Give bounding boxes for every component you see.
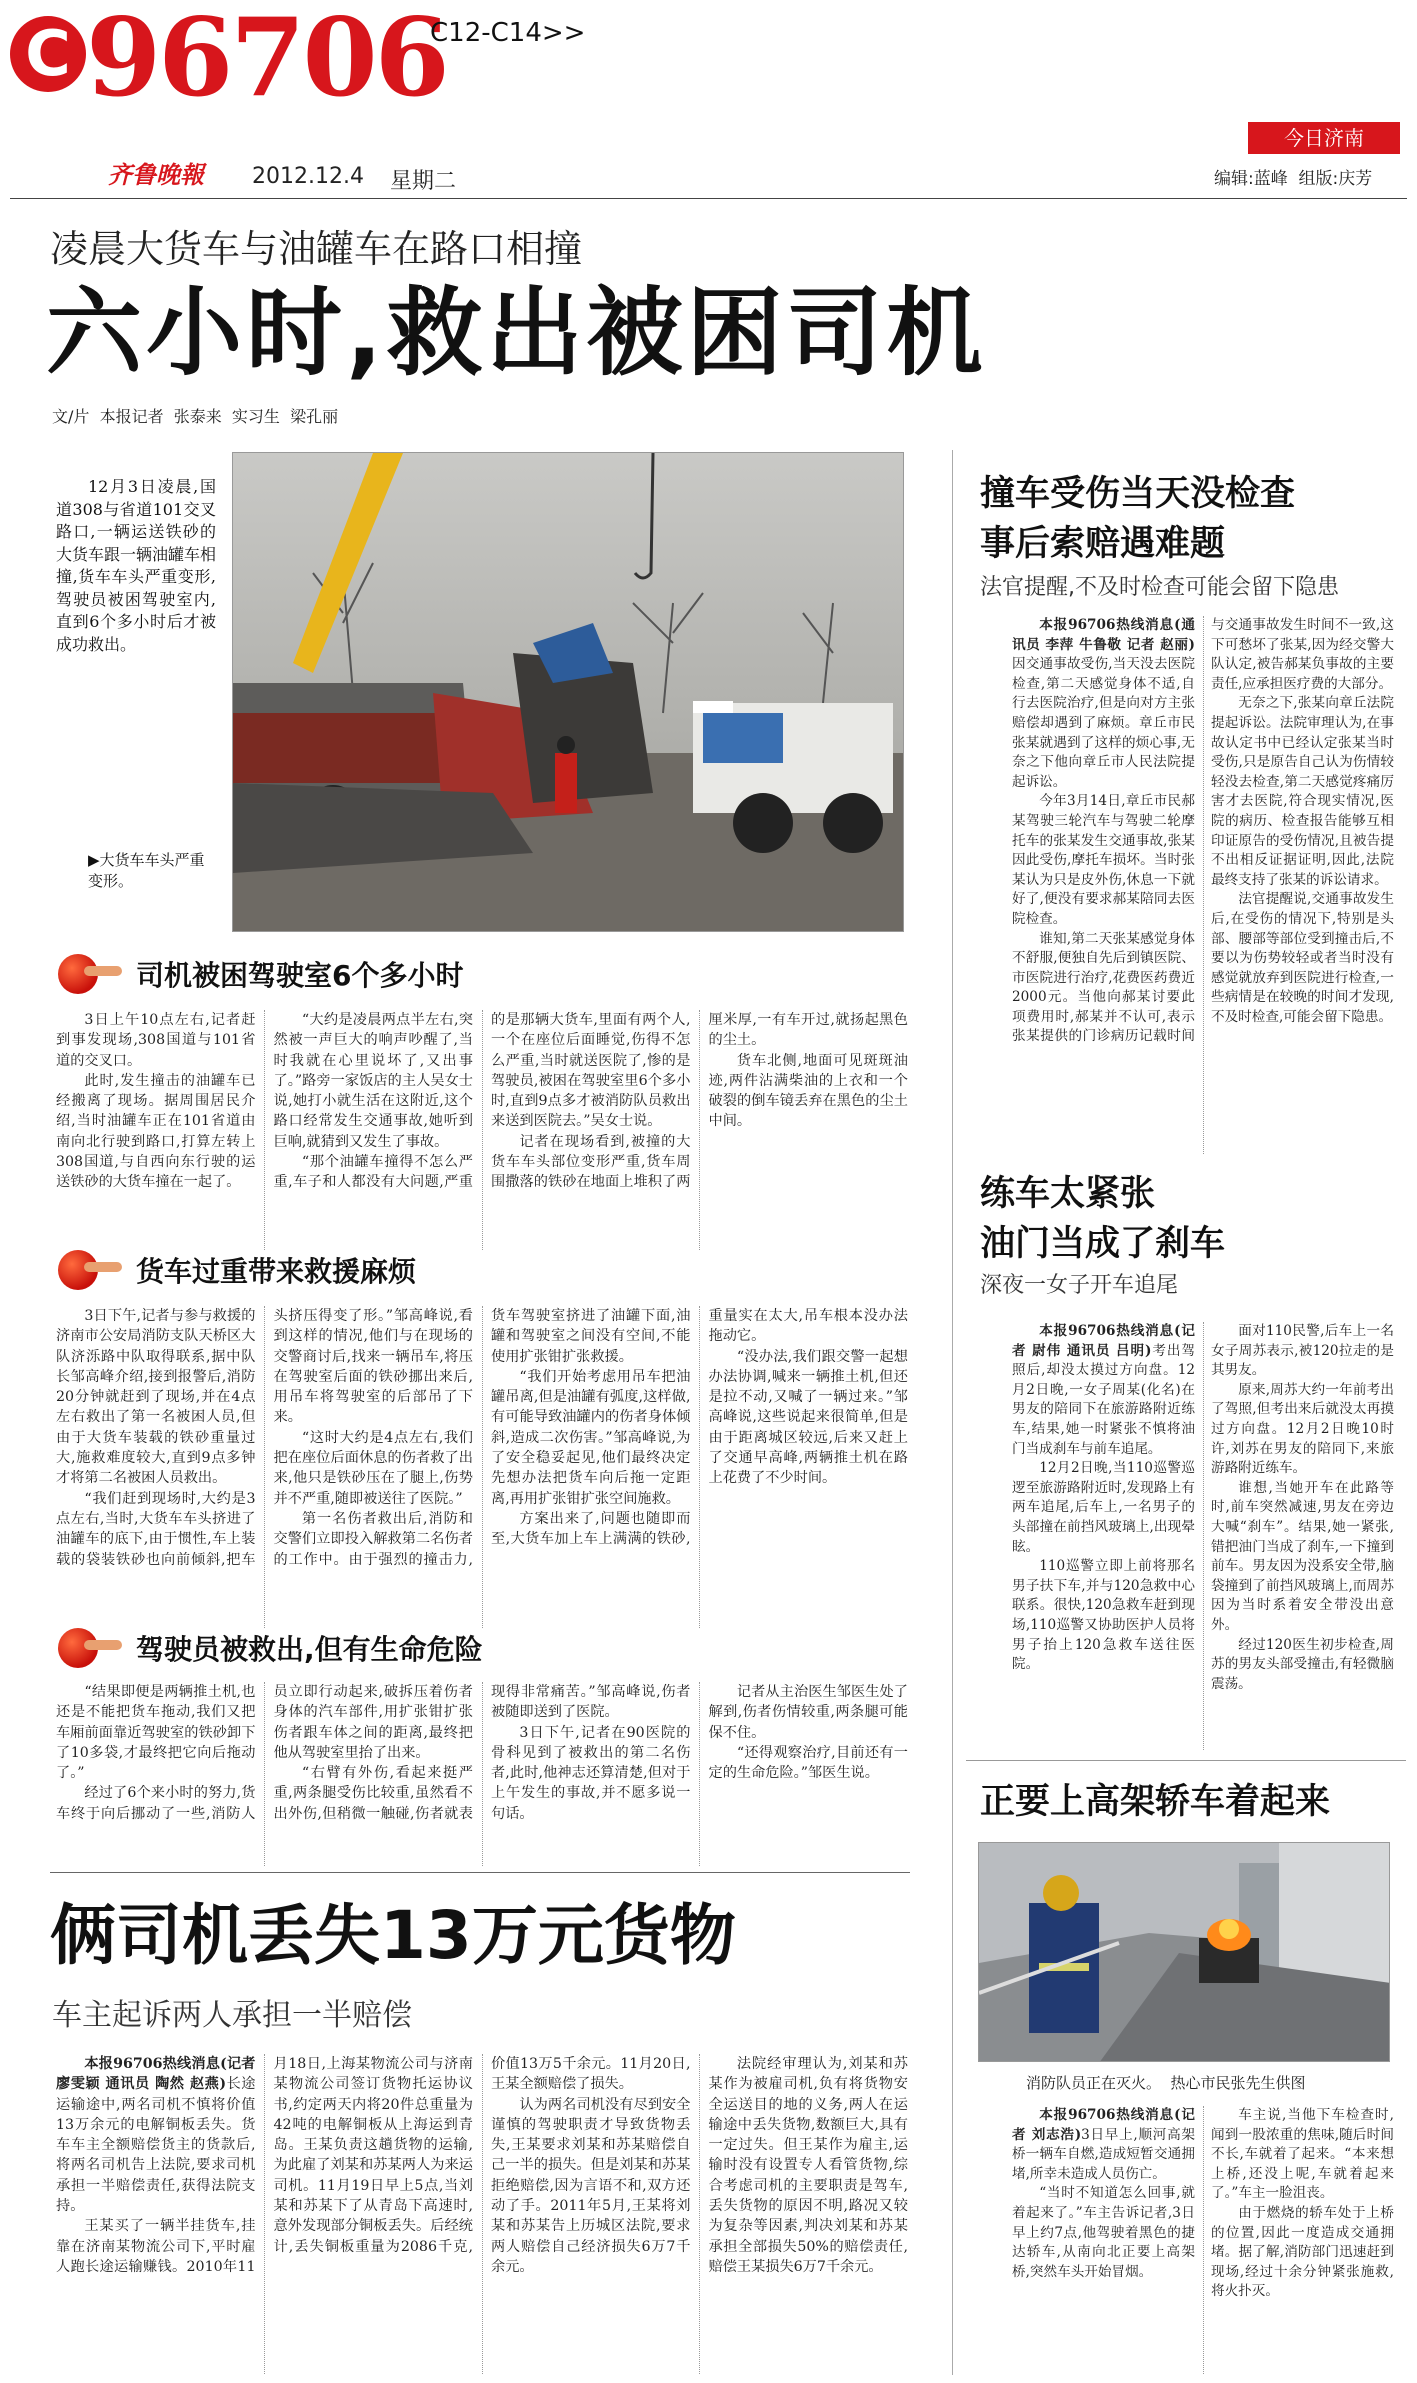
page-reference: C12-C14>> — [430, 18, 586, 48]
right3-body — [1012, 2106, 1394, 2374]
paragraph: 谁知,第二天张某感觉身体不舒服,便独自先后到镇医院、市医院进行治疗,花费医药费近2000元。当他向郝某讨要此项费用时,郝某并不认可,表示张某提供的门诊病历记载时间与交通事故发生时间不一致,这下可愁坏了张某,因为经交警大队认定,被告郝某负事故的主要责任,应承担医疗费的大部分。 — [1012, 617, 1394, 1045]
paragraph: 王某买了一辆半挂货车,挂靠在济南某物流公司下,平时雇人跑长途运输赚钱。2010年11月18日,上海某物流公司与济南某物流公司签订货物托运协议书,约定两天内将20件总重量为42吨的电解铜板从上海运到青岛。王某负责这趟货物的运输,为此雇了刘某和苏某两人为来运司机。11月19日早上5点,当刘某和苏某下了从青岛下高速时,意外发现部分铜板丢失。后经统计,丢失铜板重量为2086千克,价值13万5千余元。11月20日,王某全额赔偿了损失。 — [56, 2056, 691, 2275]
section-2-body — [56, 1306, 908, 1628]
right1-body — [1012, 616, 1394, 1154]
paragraph: “那个油罐车撞得不怎么严重,车子和人都没有大问题,严重的是那辆大货车,里面有两个人,一个在座位后面睡觉,伤得不怎么严重,当时就送医院了,惨的是驾驶员,被困在驾驶室里6个多小时,直到9点多才被消防队员救出来送到医院去。”吴女士说。 — [273, 1012, 691, 1191]
paragraph: 12月2日晚,当110巡警巡逻至旅游路附近时,发现路上有两车追尾,后车上,一名男子的头部撞在前挡风玻璃上,出现晕眩。 — [1012, 1460, 1195, 1555]
second-subhead: 车主起诉两人承担一半赔偿 — [52, 1998, 412, 2033]
editors: 编辑:蓝峰 组版:庆芳 — [1214, 169, 1373, 189]
issue-date: 2012.12.4 — [252, 164, 364, 189]
crash-photo-caption: ▶大货车车头严重变形。 — [88, 851, 205, 890]
paragraph: 3日上午10点左右,记者赶到事发现场,308国道与101省道的交叉口。 — [56, 1012, 256, 1069]
section-title-1-text: 司机被困驾驶室6个多小时 — [136, 959, 464, 992]
paragraph: “当时不知道怎么回事,就着起来了。”车主告诉记者,3日早上约7点,他驾驶着黑色的捷达轿车,从南向北正要上高架桥,突然车头开始冒烟。 — [1012, 2185, 1195, 2280]
logo-number: 96706 — [86, 0, 447, 121]
paragraph: 方案出来了,问题也随即而至,大货车加上车上满满的铁砂,重量实在太大,吊车根本没办法拖动它。 — [491, 1308, 908, 1548]
story-divider — [50, 1872, 910, 1873]
right3-title: 正要上高架轿车着起来 — [980, 1782, 1331, 1822]
section-title-3-text: 驾驶员被救出,但有生命危险 — [136, 1633, 483, 1666]
paragraph: 原来,周苏大约一年前考出了驾照,但考出来后就没太再摸过方向盘。12月2日晚10时许,刘苏在男友的陪同下,来旅游路附近练车。 — [1211, 1381, 1394, 1477]
paragraph: 无奈之下,张某向章丘法院提起诉讼。法院审理认为,在事故认定书中已经认定张某当时受伤,只是原告自己认为伤情较轻没去检查,第二天感觉疼痛厉害才去医院,符合现实情况,医院的病历、检查报告能够互相印证原告的受伤情况,且被告提不出相反证据证明,因此,法院最终支持了张某的诉讼请求。 — [1211, 695, 1394, 888]
right1-title-line1: 撞车受伤当天没检查 — [980, 474, 1296, 514]
paragraph: “大约是凌晨两点半左右,突然被一声巨大的响声吵醒了,当时我就在心里说坏了,又出事了。”路旁一家饭店的主人吴女士说,她打小就生活在这附近,这个路口经常发生交通事故,她听到巨响,就猜到又发生了事故。 — [273, 1012, 473, 1150]
section-tab: 今日济南 — [1248, 122, 1400, 154]
paragraph: 谁想,当她开车在此路等时,前车突然减速,男友在旁边大喊“刹车”。结果,她一紧张,错把油门当成了刹车,一下撞到前车。男友因为没系安全带,脑袋撞到了前挡风玻璃上,而周苏因为当时系着安全带没出意外。 — [1211, 1479, 1394, 1633]
paragraph: 记者在现场看到,被撞的大货车车头部位变形严重,货车周围撒落的铁砂在地面上堆积了两厘米厚,一有车开过,就扬起黑色的尘土。 — [491, 1012, 908, 1191]
logo-circle: C — [10, 16, 86, 92]
paragraph: “结果即便是两辆推土机,也还是不能把货车拖动,我们又把车厢前面靠近驾驶室的铁砂卸下了10多袋,才最终把它向后拖动了。” — [56, 1684, 256, 1782]
crash-photo — [232, 452, 904, 932]
hand-pointer-icon — [54, 952, 124, 996]
paragraph: 今年3月14日,章丘市民郝某驾驶三轮汽车与驾驶二轮摩托车的张某发生交通事故,张某因此受伤,摩托车损坏。当时张某认为只是皮外伤,休息一下就好了,便没有要求郝某陪同去医院检查。 — [1012, 793, 1195, 927]
hand-pointer-icon — [54, 1626, 124, 1670]
paragraph: 3日下午,记者与参与救援的济南市公安局消防支队天桥区大队济泺路中队取得联系,据中队长邹高峰介绍,接到报警后,消防20分钟就赶到了现场,并在4点左右救出了第一名被困人员,但由于大货车装载的铁砂重量过大,施救难度较大,直到9点多钟才将第二名被困人员救出。 — [56, 1308, 256, 1487]
right-divider — [966, 1760, 1406, 1761]
paragraph: 经过了6个来小时的努力,货车终于向后挪动了一些,消防人员立即行动起来,破拆压着伤者身体的汽车部件,用扩张钳扩张伤者跟车体之间的距离,最终把他从驾驶室里抬了出来。 — [56, 1684, 473, 1822]
paragraph: “还得观察治疗,目前还有一定的生命危险。”邹医生说。 — [708, 1744, 908, 1782]
paragraph: “我们开始考虑用吊车把油罐吊离,但是油罐有弧度,这样做,有可能导致油罐内的伤者身体倾斜,造成二次伤害。”邹高峰说,为了安全稳妥起见,他们最终决定先想办法把货车向后拖一定距离,再用扩张钳扩张空间施救。 — [491, 1368, 691, 1507]
section-title-3 — [54, 1626, 483, 1670]
second-body — [56, 2054, 908, 2374]
section-3-body — [56, 1682, 908, 1866]
paragraph: 记者从主治医生邹医生处了解到,伤者伤情较重,两条腿可能保不住。 — [708, 1684, 908, 1741]
section-1-body — [56, 1010, 908, 1250]
paragraph: 此时,发生撞击的油罐车已经搬离了现场。据周围居民介绍,当时油罐车正在101省道由南向北行驶到路口,打算左转上308国道,与自西向东行驶的运送铁砂的大货车撞在一起了。 — [56, 1072, 256, 1191]
paragraph: “这时大约是4点左右,我们把在座位后面休息的伤者救了出来,他只是铁砂压在了腿上,伤势并不严重,随即被送往了医院。” — [273, 1429, 473, 1507]
paragraph: 法官提醒说,交通事故发生后,在受伤的情况下,特别是头部、腰部等部位受到撞击后,不要以为伤势较轻或者当时没有感觉就放弃到医院进行检查,一些病情是在较晚的时间才发现,不及时检查,可能会留下隐患。 — [1211, 891, 1394, 1025]
main-headline: 六小时,救出被困司机 — [46, 277, 987, 389]
column-divider — [952, 450, 953, 2375]
right1-title-line2: 事后索赔遇难题 — [980, 524, 1226, 564]
section-title-1 — [54, 952, 463, 996]
fire-photo — [978, 1842, 1390, 2062]
paragraph: 认为两名司机没有尽到安全谨慎的驾驶职责才导致货物丢失,王某要求刘某和苏某赔偿自己一半的损失。但是刘某和苏某拒绝赔偿,因为言语不和,双方还动了手。2011年5月,王某将刘某和苏某告上历城区法院,要求两人赔偿自己经济损失6万7千余元。 — [491, 2096, 691, 2275]
right1-lead: 本报96706热线消息(通讯员 李萍 牛鲁敬 记者 赵丽) — [1012, 617, 1195, 653]
paragraph: 法院经审理认为,刘某和苏某作为被雇司机,负有将货物安全运送目的地的义务,两人在运输途中丢失货物,数额巨大,具有一定过失。但王某作为雇主,运输时没有设置专人看管货物,综合考虑司机的主要职责是驾车,丢失货物的原因不明,路况又较为复杂等因素,判决刘某和苏某承担全部损失50%的赔偿责任,赔偿王某损失6万7千余元。 — [708, 2056, 908, 2275]
section-title-2 — [54, 1248, 416, 1292]
paper-name: 齐鲁晚報 — [108, 160, 204, 189]
paragraph: 货车北侧,地面可见斑斑油迹,两件沾满柴油的上衣和一个破裂的倒车镜丢弃在黑色的尘土中间。 — [708, 1052, 908, 1130]
paragraph: 3日下午,记者在90医院的骨科见到了被救出的第二名伤者,此时,他神志还算清楚,但对于上午发生的事故,并不愿多说一句话。 — [491, 1724, 691, 1822]
section-title-2-text: 货车过重带来救援麻烦 — [136, 1255, 417, 1288]
paragraph: 由于燃烧的轿车处于上桥的位置,因此一度造成交通拥堵。据了解,消防部门迅速赶到现场,经过十余分钟紧张施救,将火扑灭。 — [1211, 2204, 1394, 2300]
right3-lead: 本报96706热线消息(记者 刘志浩) — [1012, 2107, 1195, 2143]
paragraph: “我们赶到现场时,大约是3点左右,当时,大货车车头挤进了油罐车的底下,由于惯性,车上装载的袋装铁砂也向前倾斜,把车头挤压得变了形。”邹高峰说,看到这样的情况,他们与在现场的交警商讨后,找来一辆吊车,将压在驾驶室后面的铁砂挪出来后,用吊车将驾驶室的后部吊了下来。 — [56, 1308, 473, 1568]
paragraph: 经过120医生初步检查,周苏的男友头部受撞击,有轻微脑震荡。 — [1211, 1636, 1394, 1692]
right2-subtitle: 深夜一女子开车追尾 — [980, 1273, 1179, 1298]
paragraph: 本报96706热线消息(记者 刘志浩)3日早上,顺河高架桥一辆车自燃,造成短暂交通拥堵,所幸未造成人员伤亡。 — [1012, 2107, 1195, 2182]
main-byline: 文/片 本报记者 张泰来 实习生 梁孔丽 — [52, 407, 339, 426]
paragraph: 本报96706热线消息(记者 尉伟 通讯员 吕明)考出驾照后,却没太摸过方向盘。12月2日晚,一女子周某(化名)在男友的陪同下在旅游路附近练车,结果,她一时紧张不慎将油门当成刹车与前车追尾。 — [1012, 1323, 1195, 1457]
paragraph: 车主说,当他下车检查时,闻到一股浓重的焦味,随后时间不长,车就着了起来。“本来想上桥,还没上呢,车就着起来了。”车主一脸沮丧。 — [1211, 2107, 1394, 2202]
right2-body — [1012, 1322, 1394, 1750]
right2-title-line2: 油门当成了刹车 — [980, 1224, 1226, 1264]
second-lead: 本报96706热线消息(记者 廖雯颖 通讯员 陶然 赵燕) — [56, 2056, 256, 2093]
paragraph: 本报96706热线消息(通讯员 李萍 牛鲁敬 记者 赵丽)因交通事故受伤,当天没去医院检查,第二天感觉身体不适,自行去医院治疗,但是向对方主张赔偿却遇到了麻烦。章丘市民张某就遇到了这样的烦心事,无奈之下他向章丘市人民法院提起诉讼。 — [1012, 617, 1195, 790]
right2-lead: 本报96706热线消息(记者 尉伟 通讯员 吕明) — [1012, 1323, 1195, 1359]
paragraph: “右臂有外伤,看起来挺严重,两条腿受伤比较重,虽然看不出外伤,但稍微一触碰,伤者就表现得非常痛苦。”邹高峰说,伤者被随即送到了医院。 — [273, 1684, 691, 1822]
right1-subtitle: 法官提醒,不及时检查可能会留下隐患 — [980, 575, 1339, 600]
paragraph: 110巡警立即上前将那名男子扶下车,并与120急救中心联系。很快,120急救车赶到现场,110巡警又协助医护人员将男子抬上120急救车送往医院。 — [1012, 1558, 1195, 1673]
paragraph: 本报96706热线消息(记者 廖雯颖 通讯员 陶然 赵燕)长途运输途中,两名司机不慎将价值13万余元的电解铜板丢失。货车车主全额赔偿货主的货款后,将两名司机告上法院,要求司机承担一半赔偿责任,获得法院支持。 — [56, 2056, 256, 2215]
paragraph: 面对110民警,后车上一名女子周苏表示,被120拉走的是其男友。 — [1211, 1323, 1394, 1379]
paragraph: “没办法,我们跟交警一起想办法协调,喊来一辆推土机,但还是拉不动,又喊了一辆过来。”邹高峰说,这些说起来很简单,但是由于距离城区较远,后来又赶上了交通早高峰,两辆推土机在路上花费了不少时间。 — [708, 1348, 908, 1487]
hand-pointer-icon — [54, 1248, 124, 1292]
main-kicker: 凌晨大货车与油罐车在路口相撞 — [50, 227, 583, 271]
paragraph: 第一名伤者救出后,消防和交警们立即投入解救第二名伤者的工作中。由于强烈的撞击力,货车驾驶室挤进了油罐下面,油罐和驾驶室之间没有空间,不能使用扩张钳扩张救援。 — [273, 1308, 691, 1568]
right2-title-line1: 练车太紧张 — [980, 1174, 1156, 1214]
main-intro: 12月3日凌晨,国道308与省道101交叉路口,一辆运送铁砂的大货车跟一辆油罐车相撞,货车车头严重变形,驾驶员被困驾驶室内,直到6个多小时后才被成功救出。 — [56, 477, 216, 654]
fire-photo-caption: 消防队员正在灭火。 热心市民张先生供图 — [1026, 2074, 1306, 2092]
second-headline: 俩司机丢失13万元货物 — [50, 1897, 736, 1974]
issue-weekday: 星期二 — [390, 169, 457, 194]
header-rule — [10, 198, 1407, 199]
